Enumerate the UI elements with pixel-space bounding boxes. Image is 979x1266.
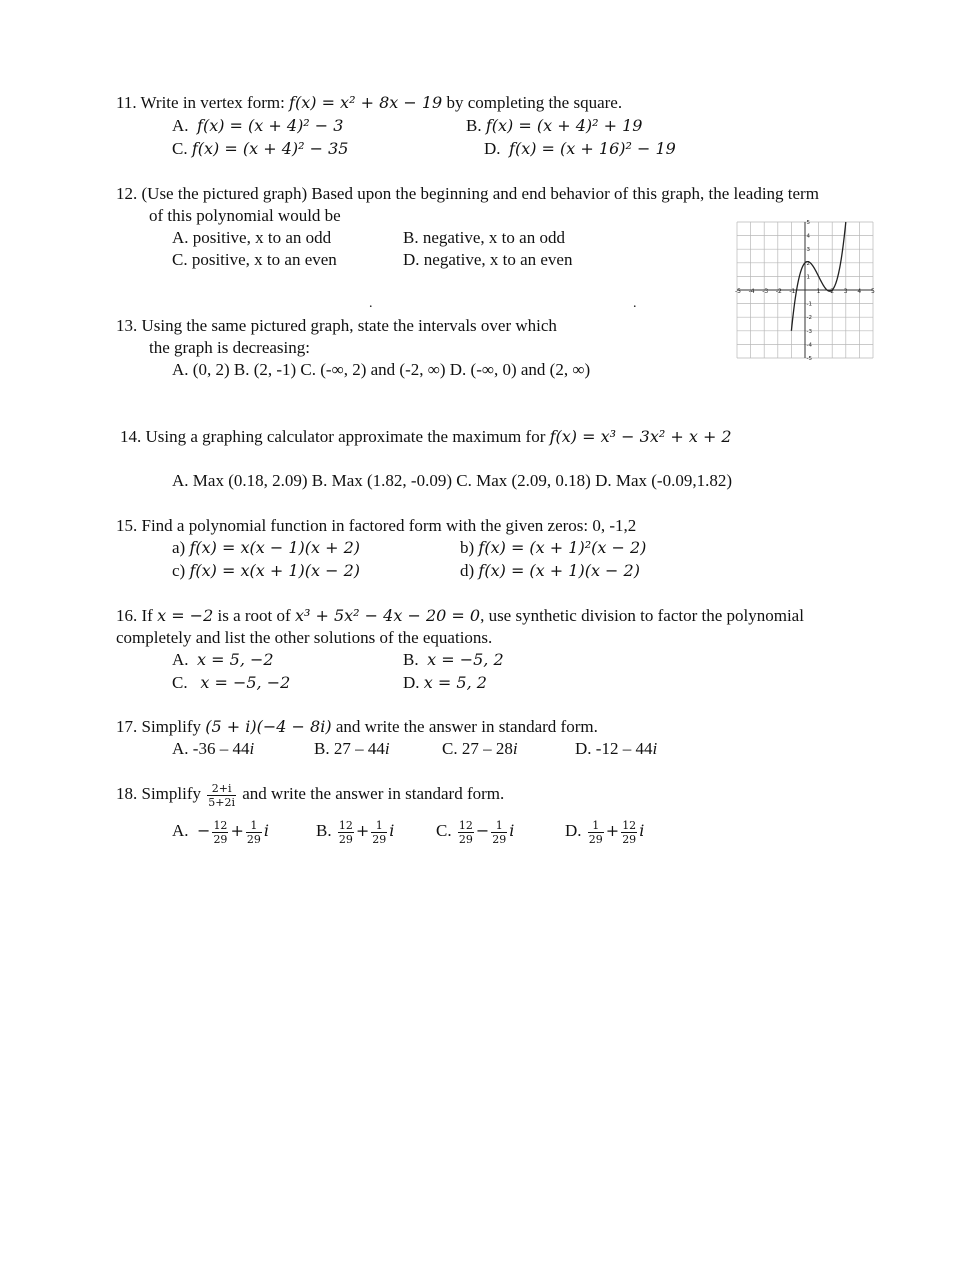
q16-c-label: C. bbox=[172, 673, 188, 692]
q14-expression: f(x) = x³ − 3x² + x + 2 bbox=[549, 427, 732, 446]
q18-d-d1: 29 bbox=[588, 832, 603, 846]
q12-choice-c: C. positive, x to an even bbox=[172, 250, 337, 269]
q17-d-i: i bbox=[652, 739, 658, 758]
q11-choice-d bbox=[484, 138, 676, 160]
x-tick-label: 2 bbox=[830, 288, 835, 295]
q18-a-n2: 1 bbox=[246, 819, 262, 833]
q16-line1 bbox=[116, 605, 804, 627]
q18-c-minus: − bbox=[475, 821, 490, 840]
q17-a-i: i bbox=[249, 739, 255, 758]
q16-mid: is a root of bbox=[213, 606, 295, 625]
q11-prompt-lead: 11. Write in vertex form: bbox=[116, 93, 290, 112]
q16-c-expr: x = −5, −2 bbox=[200, 673, 291, 692]
q18-a-d1: 29 bbox=[213, 832, 228, 846]
x-tick-label: 4 bbox=[857, 288, 862, 295]
stray-dot-right: . bbox=[633, 296, 637, 311]
q17-expression: (5 + i)(−4 − 8i) bbox=[205, 717, 332, 736]
q17-tail: and write the answer in standard form. bbox=[331, 717, 598, 736]
x-tick-label: 5 bbox=[871, 288, 875, 295]
graph-axes bbox=[737, 222, 873, 358]
q17-lead: 17. Simplify bbox=[116, 717, 206, 736]
q18-choice-a bbox=[172, 816, 269, 846]
q18-a-plus: + bbox=[230, 821, 244, 840]
q18-c-n1: 12 bbox=[458, 818, 473, 832]
q11-d-expr: f(x) = (x + 16)² − 19 bbox=[509, 139, 676, 158]
x-tick-label: -4 bbox=[748, 288, 755, 295]
q18-tail: and write the answer in standard form. bbox=[238, 784, 505, 803]
q17-b-i: i bbox=[384, 739, 390, 758]
q11-prompt-tail: by completing the square. bbox=[442, 93, 623, 112]
q17-prompt bbox=[116, 716, 598, 738]
q16-tail: , use synthetic division to factor the polynomial bbox=[480, 606, 804, 625]
q16-b-label: B. bbox=[403, 650, 419, 669]
x-tick-label: 1 bbox=[816, 288, 821, 295]
q18-a-minus: − bbox=[197, 821, 211, 840]
q18-c-i: i bbox=[509, 821, 515, 840]
q18-d-n2: 12 bbox=[622, 818, 637, 832]
q15-choice-b bbox=[460, 537, 646, 559]
y-tick-label: -1 bbox=[806, 301, 812, 308]
q18-a-n1: 12 bbox=[213, 818, 228, 832]
q18-d-frac2 bbox=[621, 819, 637, 846]
q15-c-expr: f(x) = x(x + 1)(x − 2) bbox=[189, 561, 361, 580]
stray-dot-left: . bbox=[369, 296, 373, 311]
q18-frac-den: 5+2i bbox=[208, 795, 235, 809]
q15-d-label: d) bbox=[460, 561, 475, 580]
q18-d-frac1 bbox=[588, 819, 604, 846]
q18-b-frac2 bbox=[371, 819, 387, 846]
q16-a-expr: x = 5, −2 bbox=[197, 650, 274, 669]
q18-frac-num: 2+i bbox=[207, 782, 236, 796]
q15-choice-d bbox=[460, 560, 640, 582]
q15-a-label: a) bbox=[172, 538, 186, 557]
x-tick-label: -5 bbox=[735, 288, 741, 295]
polynomial-graph bbox=[733, 218, 881, 364]
q18-b-label: B. bbox=[316, 821, 332, 840]
q18-b-frac1 bbox=[338, 819, 354, 846]
q11-choice-c bbox=[172, 138, 348, 160]
y-tick-label: -3 bbox=[806, 328, 812, 335]
q11-prompt bbox=[116, 92, 622, 114]
q18-a-label: A. bbox=[172, 821, 189, 840]
q16-b-expr: x = −5, 2 bbox=[427, 650, 504, 669]
q12-choice-a: A. positive, x to an odd bbox=[172, 228, 332, 247]
q18-a-i: i bbox=[263, 821, 269, 840]
q17-choice-c bbox=[442, 738, 518, 760]
q11-expression: f(x) = x² + 8x − 19 bbox=[289, 93, 443, 112]
q17-c-i: i bbox=[512, 739, 518, 758]
q18-c-frac2 bbox=[491, 819, 507, 846]
y-tick-label: -2 bbox=[806, 315, 812, 322]
q18-c-n2: 1 bbox=[491, 819, 507, 833]
x-tick-label: -1 bbox=[789, 288, 796, 295]
q16-root-expr: x = −2 bbox=[157, 606, 214, 625]
q11-b-expr: f(x) = (x + 4)² + 19 bbox=[485, 116, 643, 135]
q15-d-expr: f(x) = (x + 1)(x − 2) bbox=[478, 561, 640, 580]
q12-line2: of this polynomial would be bbox=[149, 206, 341, 225]
q16-choice-d bbox=[403, 672, 487, 694]
q14-choices: A. Max (0.18, 2.09) B. Max (1.82, -0.09) C. Max (2.09, 0.18) D. Max (-0.09,1.82) bbox=[172, 471, 732, 490]
q15-b-expr: f(x) = (x + 1)²(x − 2) bbox=[478, 538, 647, 557]
q12-choice-b: B. negative, x to an odd bbox=[403, 228, 565, 247]
q17-a-text: A. -36 – 44 bbox=[172, 739, 250, 758]
q18-b-d1: 29 bbox=[338, 832, 353, 846]
q18-lead: 18. Simplify bbox=[116, 784, 206, 803]
q16-d-expr: x = 5, 2 bbox=[423, 673, 487, 692]
q18-a-frac2 bbox=[246, 819, 262, 846]
q18-d-plus: + bbox=[605, 821, 620, 840]
q16-d-label: D. bbox=[403, 673, 420, 692]
q16-line2: completely and list the other solutions of the equations. bbox=[116, 628, 493, 647]
q11-choice-b bbox=[466, 115, 642, 137]
q11-a-expr: f(x) = (x + 4)² − 3 bbox=[197, 116, 344, 135]
q15-choice-a bbox=[172, 537, 360, 559]
q11-d-label: D. bbox=[484, 139, 501, 158]
q17-c-text: C. 27 – 28 bbox=[442, 739, 513, 758]
x-tick-label: -3 bbox=[762, 288, 769, 295]
y-tick-label: -5 bbox=[806, 356, 812, 362]
y-tick-label: -4 bbox=[806, 342, 812, 349]
q18-c-d1: 29 bbox=[458, 832, 473, 846]
q16-choice-c bbox=[172, 672, 290, 694]
q16-choice-a bbox=[172, 649, 274, 671]
x-tick-label: 3 bbox=[843, 288, 848, 295]
q15-choice-c bbox=[172, 560, 360, 582]
q16-lead: 16. If bbox=[116, 606, 158, 625]
q17-choice-a bbox=[172, 738, 254, 760]
q14-prompt bbox=[120, 426, 732, 448]
q17-b-text: B. 27 – 44 bbox=[314, 739, 385, 758]
y-tick-label: 2 bbox=[806, 260, 810, 267]
q18-c-frac1 bbox=[458, 819, 474, 846]
q18-d-label: D. bbox=[565, 821, 582, 840]
q12-choice-d: D. negative, x to an even bbox=[403, 250, 573, 269]
q18-d-n1: 1 bbox=[588, 819, 604, 833]
y-tick-label: 3 bbox=[806, 247, 810, 254]
q18-fraction bbox=[207, 782, 236, 809]
q18-prompt bbox=[116, 780, 504, 809]
q18-d-d2: 29 bbox=[622, 832, 637, 846]
q12-line1: 12. (Use the pictured graph) Based upon the beginning and end behavior of this graph, the leading term bbox=[116, 184, 819, 203]
q18-a-frac1 bbox=[212, 819, 228, 846]
q18-d-i: i bbox=[639, 821, 645, 840]
q13-line2: the graph is decreasing: bbox=[149, 338, 310, 357]
q16-poly-expr: x³ + 5x² − 4x − 20 = 0 bbox=[294, 606, 481, 625]
q18-b-n2: 1 bbox=[371, 819, 387, 833]
q13-choices: A. (0, 2) B. (2, -1) C. (-∞, 2) and (-2, ∞) D. (-∞, 0) and (2, ∞) bbox=[172, 360, 591, 379]
q15-b-label: b) bbox=[460, 538, 475, 557]
y-tick-label: 5 bbox=[806, 220, 810, 226]
q15-prompt: 15. Find a polynomial function in factored form with the given zeros: 0, -1,2 bbox=[116, 516, 637, 535]
y-tick-label: 4 bbox=[806, 233, 810, 240]
q11-a-label: A. bbox=[172, 116, 189, 135]
q18-b-n1: 12 bbox=[338, 818, 353, 832]
q14-prompt-lead: 14. Using a graphing calculator approximate the maximum for bbox=[120, 427, 550, 446]
q18-b-plus: + bbox=[355, 821, 370, 840]
q17-d-text: D. -12 – 44 bbox=[575, 739, 653, 758]
q18-choice-d bbox=[565, 816, 644, 846]
x-tick-label: -2 bbox=[775, 288, 782, 295]
q16-choice-b bbox=[403, 649, 504, 671]
q18-a-d2: 29 bbox=[246, 832, 261, 846]
q11-choice-a bbox=[172, 115, 343, 137]
q11-b-label: B. bbox=[466, 116, 482, 135]
q11-c-label: C. bbox=[172, 139, 188, 158]
q15-c-label: c) bbox=[172, 561, 186, 580]
q18-c-d2: 29 bbox=[492, 832, 507, 846]
q17-choice-b bbox=[314, 738, 390, 760]
y-tick-label: 1 bbox=[806, 274, 810, 281]
q15-a-expr: f(x) = x(x − 1)(x + 2) bbox=[189, 538, 361, 557]
q18-b-d2: 29 bbox=[372, 832, 387, 846]
q18-choice-c bbox=[436, 816, 514, 846]
q17-choice-d bbox=[575, 738, 657, 760]
q18-c-label: C. bbox=[436, 821, 452, 840]
q18-choice-b bbox=[316, 816, 394, 846]
q16-a-label: A. bbox=[172, 650, 189, 669]
q13-line1: 13. Using the same pictured graph, state the intervals over which bbox=[116, 316, 557, 335]
q11-c-expr: f(x) = (x + 4)² − 35 bbox=[191, 139, 349, 158]
q18-b-i: i bbox=[389, 821, 395, 840]
